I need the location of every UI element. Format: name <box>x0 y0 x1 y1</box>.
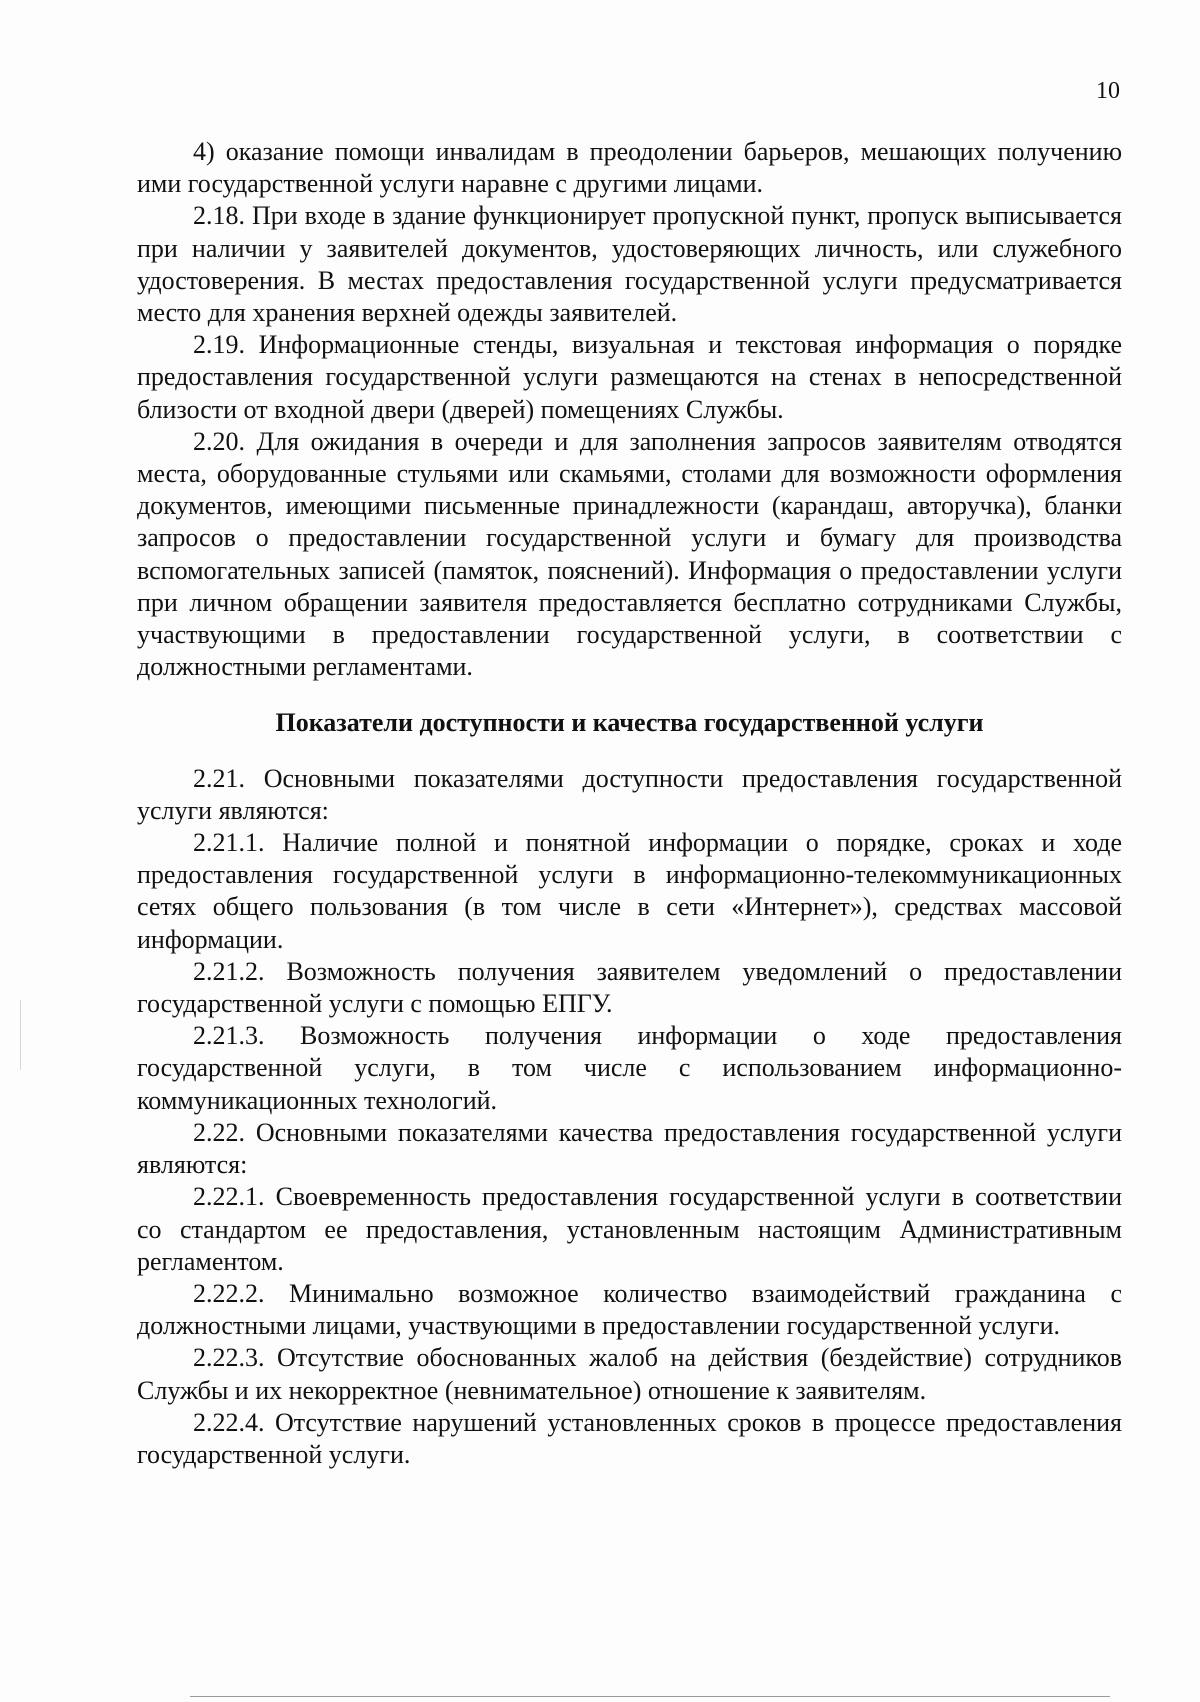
scan-mark <box>20 1000 21 1070</box>
paragraph-2-21: 2.21. Основными показателями доступности предоставления государственной услуги являются: <box>137 763 1122 825</box>
paragraph-2-21-2: 2.21.2. Возможность получения заявителем уведомлений о предоставлении государственной услуги с помощью ЕПГУ. <box>137 956 1122 1019</box>
document-body <box>137 136 1122 1471</box>
section-heading: Показатели доступности и качества государственной услуги <box>275 708 984 738</box>
paragraph-2-22: 2.22. Основными показателями качества предоставления государственной услуги являются: <box>137 1117 1122 1180</box>
paragraph-2-20: 2.20. Для ожидания в очереди и для заполнения запросов заявителям отводятся места, оборудованные стульями или скамьями, столами для возможности оформления документов, имеющими письменные принадлежности (карандаш, авторучка), бланки запросов о предоставлении государственной услуги и бумагу для производства вспомогательных записей (памяток, пояснений). Информация о предоставлении услуги при личном обращении заявителя предоставляется бесплатно сотрудниками Службы, участвующими в предоставлении государственной услуги, в соответствии с должностными регламентами. <box>137 426 1122 682</box>
paragraph-2-22-4: 2.22.4. Отсутствие нарушений установленных сроков в процессе предоставления государственной услуги. <box>137 1407 1122 1469</box>
paragraph-2-21-1: 2.21.1. Наличие полной и понятной информации о порядке, сроках и ходе предоставления государственной услуги в информационно-телекоммуникационных сетях общего пользования (в том числе в сети «Интернет»), средствах массовой информации. <box>137 828 1122 954</box>
paragraph-2-22-2: 2.22.2. Минимально возможное количество взаимодействий гражданина с должностными лицами, участвующими в предоставлении государственной услуги. <box>137 1278 1122 1341</box>
paragraph-2-18: 2.18. При входе в здание функционирует пропускной пункт, пропуск выписывается при наличии у заявителей документов, удостоверяющих личность, или служебного удостоверения. В местах предоставления государственной услуги предусматривается место для хранения верхней одежды заявителей. <box>137 201 1122 328</box>
paragraph-2-22-1: 2.22.1. Своевременность предоставления государственной услуги в соответствии со стандартом ее предоставления, установленным настоящим Административным регламентом. <box>137 1182 1122 1276</box>
page-number: 10 <box>1096 78 1120 104</box>
footer-rule <box>190 1696 1110 1697</box>
paragraph-2-21-3: 2.21.3. Возможность получения информации о ходе предоставления государственной услуги, в том числе с использованием информационно-коммуникационных технологий. <box>137 1021 1122 1115</box>
paragraph-2-19: 2.19. Информационные стенды, визуальная и текстовая информация о порядке предоставления государственной услуги размещаются на стенах в непосредственной близости от входной двери (дверей) помещениях Службы. <box>137 330 1122 424</box>
paragraph-2-22-3: 2.22.3. Отсутствие обоснованных жалоб на действия (бездействие) сотрудников Службы и их некорректное (невнимательное) отношение к заявителям. <box>137 1343 1122 1405</box>
paragraph-item-4: 4) оказание помощи инвалидам в преодолении барьеров, мешающих получению ими государственной услуги наравне с другими лицами. <box>137 137 1122 199</box>
